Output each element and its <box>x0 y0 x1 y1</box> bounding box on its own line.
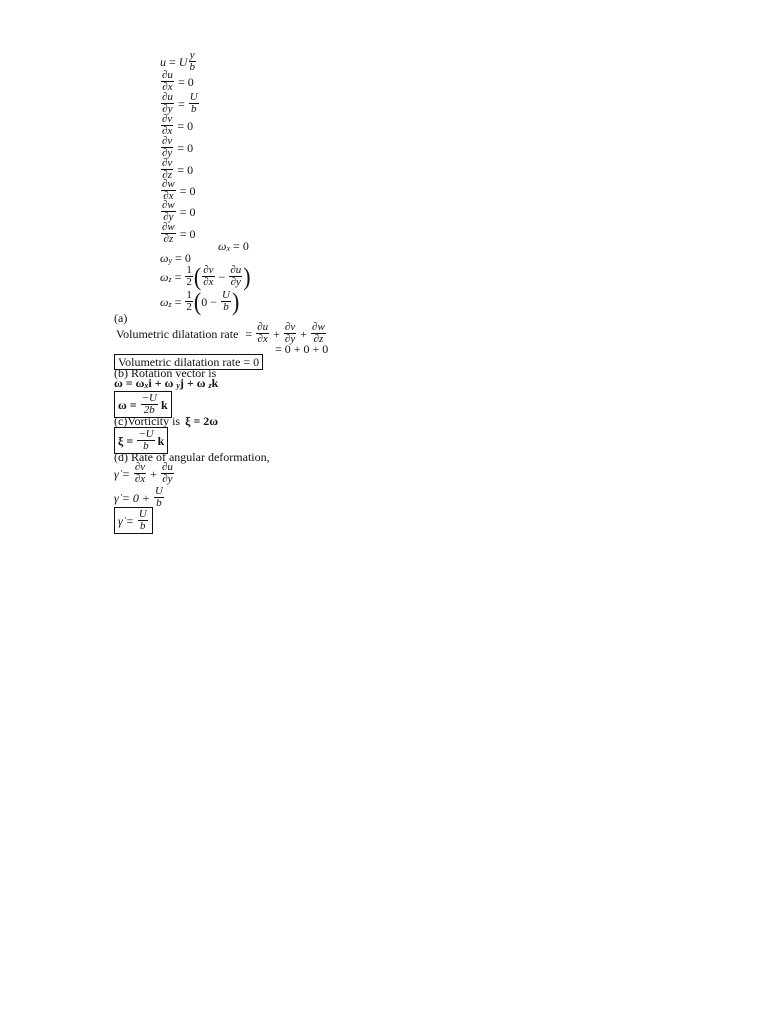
eq-sign: = <box>177 96 185 111</box>
plus-omega: + ω <box>154 376 174 390</box>
numerator: ∂u <box>162 91 173 103</box>
denominator: b <box>140 520 146 532</box>
unit-k: k <box>160 397 168 412</box>
vorticity-equation: ξ = 2ω <box>185 414 219 428</box>
plus-omega: + ω <box>186 376 206 390</box>
right-paren: ) <box>231 286 240 316</box>
boxed-lhs: ξ = <box>118 433 134 448</box>
subscript: y <box>168 256 173 265</box>
omega-symbol: ω <box>160 269 169 284</box>
numerator: ∂u <box>161 461 173 473</box>
denominator: ∂y <box>162 473 173 485</box>
numerator: −U <box>138 428 154 440</box>
fraction <box>202 265 214 288</box>
eq-rhs: = 0 <box>179 226 196 241</box>
part-c-heading <box>114 415 218 427</box>
part-b-heading: (b) Rotation vector is <box>114 366 217 380</box>
denominator: ∂z <box>162 169 173 181</box>
minus-sign: − <box>210 294 217 309</box>
eq-rhs: = 0 <box>177 140 194 155</box>
eq-sign: = <box>169 54 176 69</box>
eq-rhs: = 0 <box>179 204 196 219</box>
denominator: ∂y <box>163 211 174 223</box>
unit-j: j <box>179 376 184 390</box>
denominator: b <box>190 103 197 115</box>
denominator: ∂x <box>162 81 173 93</box>
boxed-lhs: ω = <box>118 397 137 412</box>
fraction-half <box>185 290 193 313</box>
subscript: z <box>208 381 212 390</box>
denominator: 2 <box>186 301 192 313</box>
omega-symbol: ω <box>160 251 169 265</box>
fraction <box>189 92 199 115</box>
eq-rhs: = 0 <box>179 183 196 198</box>
equation-du-dx <box>160 70 197 93</box>
fraction <box>161 70 174 93</box>
eq-sign: = <box>245 326 253 341</box>
numerator: −U <box>141 392 157 404</box>
plus-sign: + <box>300 326 308 341</box>
denominator: ∂x <box>257 333 268 345</box>
numerator: ∂u <box>162 69 173 81</box>
numerator: 1 <box>186 264 192 276</box>
eq-coef: U <box>178 54 188 69</box>
denominator: ∂y <box>284 333 296 345</box>
fraction <box>229 265 242 288</box>
subscript: z <box>168 274 172 284</box>
equation-dv-dy <box>160 136 196 159</box>
plus-sign: + <box>273 326 280 341</box>
eq-sign: = <box>174 294 182 309</box>
eq-sign: = <box>174 269 182 284</box>
denominator: b <box>156 497 162 509</box>
equation-rotation-vector <box>114 377 218 389</box>
denominator: ∂y <box>162 103 173 115</box>
unit-k: k <box>157 433 165 448</box>
equation-du-dy <box>160 92 200 115</box>
subscript: y <box>176 381 180 390</box>
numerator: ∂w <box>162 199 175 211</box>
omega-lhs: ω = ω <box>114 376 145 390</box>
omega-symbol: ω <box>160 294 169 309</box>
eq-rhs: = 0 <box>177 162 194 177</box>
fraction-half <box>185 265 193 288</box>
fraction <box>137 429 154 452</box>
fraction <box>161 136 173 159</box>
numerator: y <box>189 49 195 61</box>
equation-gamma-dot-evaluated <box>114 486 165 509</box>
equation-omega-y <box>160 252 194 264</box>
denominator: ∂x <box>162 125 173 137</box>
numerator: ∂w <box>312 321 325 333</box>
denominator: ∂x <box>134 473 146 485</box>
unit-k: k <box>211 376 219 390</box>
equation-dv-dx <box>160 114 196 137</box>
denominator: ∂x <box>163 190 174 202</box>
fraction <box>138 509 148 532</box>
denominator: ∂z <box>163 233 174 245</box>
fraction <box>154 486 164 509</box>
gamma-dot-lhs: γ̇ = <box>114 466 130 481</box>
numerator: ∂w <box>162 221 175 233</box>
fraction <box>134 462 146 485</box>
numerator: ∂v <box>162 157 173 169</box>
eq-rhs: = 0 <box>175 251 191 265</box>
numerator: ∂u <box>230 264 242 276</box>
part-c-label: (c)Vorticity is <box>114 414 181 428</box>
fraction <box>161 114 173 137</box>
boxed-result-gamma-dot <box>114 507 153 534</box>
denominator: b <box>223 301 229 313</box>
equation-dw-dy <box>160 200 199 223</box>
subscript: x <box>144 381 149 390</box>
boxed-result-dilatation: Volumetric dilatation rate = 0 <box>114 354 263 370</box>
denominator: 2 <box>186 276 192 288</box>
numerator: ∂v <box>162 113 173 125</box>
denominator: 2b <box>143 404 155 416</box>
eq-rhs: = 0 <box>233 239 249 253</box>
numerator: ∂u <box>257 321 269 333</box>
equation-omega-z-general <box>160 261 251 291</box>
denominator: ∂z <box>313 333 324 345</box>
fraction <box>161 222 176 245</box>
equation-dw-dz <box>160 222 199 245</box>
gamma-dot-lhs: γ̇ = <box>118 513 134 528</box>
equation-gamma-dot-general <box>114 462 175 485</box>
eq-rhs: = 0 <box>177 118 194 133</box>
eq-lhs: u <box>160 54 166 69</box>
subscript: x <box>226 244 231 253</box>
fraction <box>221 290 231 313</box>
left-paren: ( <box>193 261 202 291</box>
fraction <box>161 92 174 115</box>
numerator: ∂v <box>162 135 173 147</box>
numerator: U <box>154 485 163 497</box>
fraction <box>161 462 174 485</box>
numerator: ∂v <box>203 264 214 276</box>
unit-i: i <box>148 376 152 390</box>
right-paren: ) <box>243 261 251 291</box>
left-paren: ( <box>193 286 202 316</box>
equation-omega-x <box>218 240 252 252</box>
denominator: b <box>143 440 149 452</box>
numerator: ∂v <box>134 461 146 473</box>
omega-symbol: ω <box>218 239 227 253</box>
numerator: ∂w <box>162 178 175 190</box>
denominator: ∂y <box>230 276 241 288</box>
equation-omega-z-evaluated <box>160 286 240 316</box>
fraction <box>141 393 158 416</box>
numerator: U <box>138 508 147 520</box>
subscript: z <box>168 299 172 309</box>
sum-line: = 0 + 0 + 0 <box>275 342 329 356</box>
numerator: U <box>189 91 198 103</box>
denominator: ∂x <box>203 276 214 288</box>
fraction <box>256 322 269 345</box>
gamma-dot-lhs: γ̇ = 0 + <box>114 490 150 505</box>
numerator: U <box>222 289 230 301</box>
part-a-label: (a) <box>114 311 128 325</box>
eq-rhs: = 0 <box>177 74 194 89</box>
vol-text: Volumetric dilatation rate <box>116 326 239 341</box>
zero: 0 <box>201 294 208 309</box>
denominator: ∂y <box>162 147 173 159</box>
numerator: ∂v <box>284 321 296 333</box>
numerator: 1 <box>186 289 192 301</box>
part-d-heading: (d) Rate of angular deformation, <box>114 450 270 464</box>
fraction <box>161 200 176 223</box>
minus-sign: − <box>218 269 226 284</box>
denominator: b <box>189 61 195 73</box>
plus-sign: + <box>150 466 157 481</box>
